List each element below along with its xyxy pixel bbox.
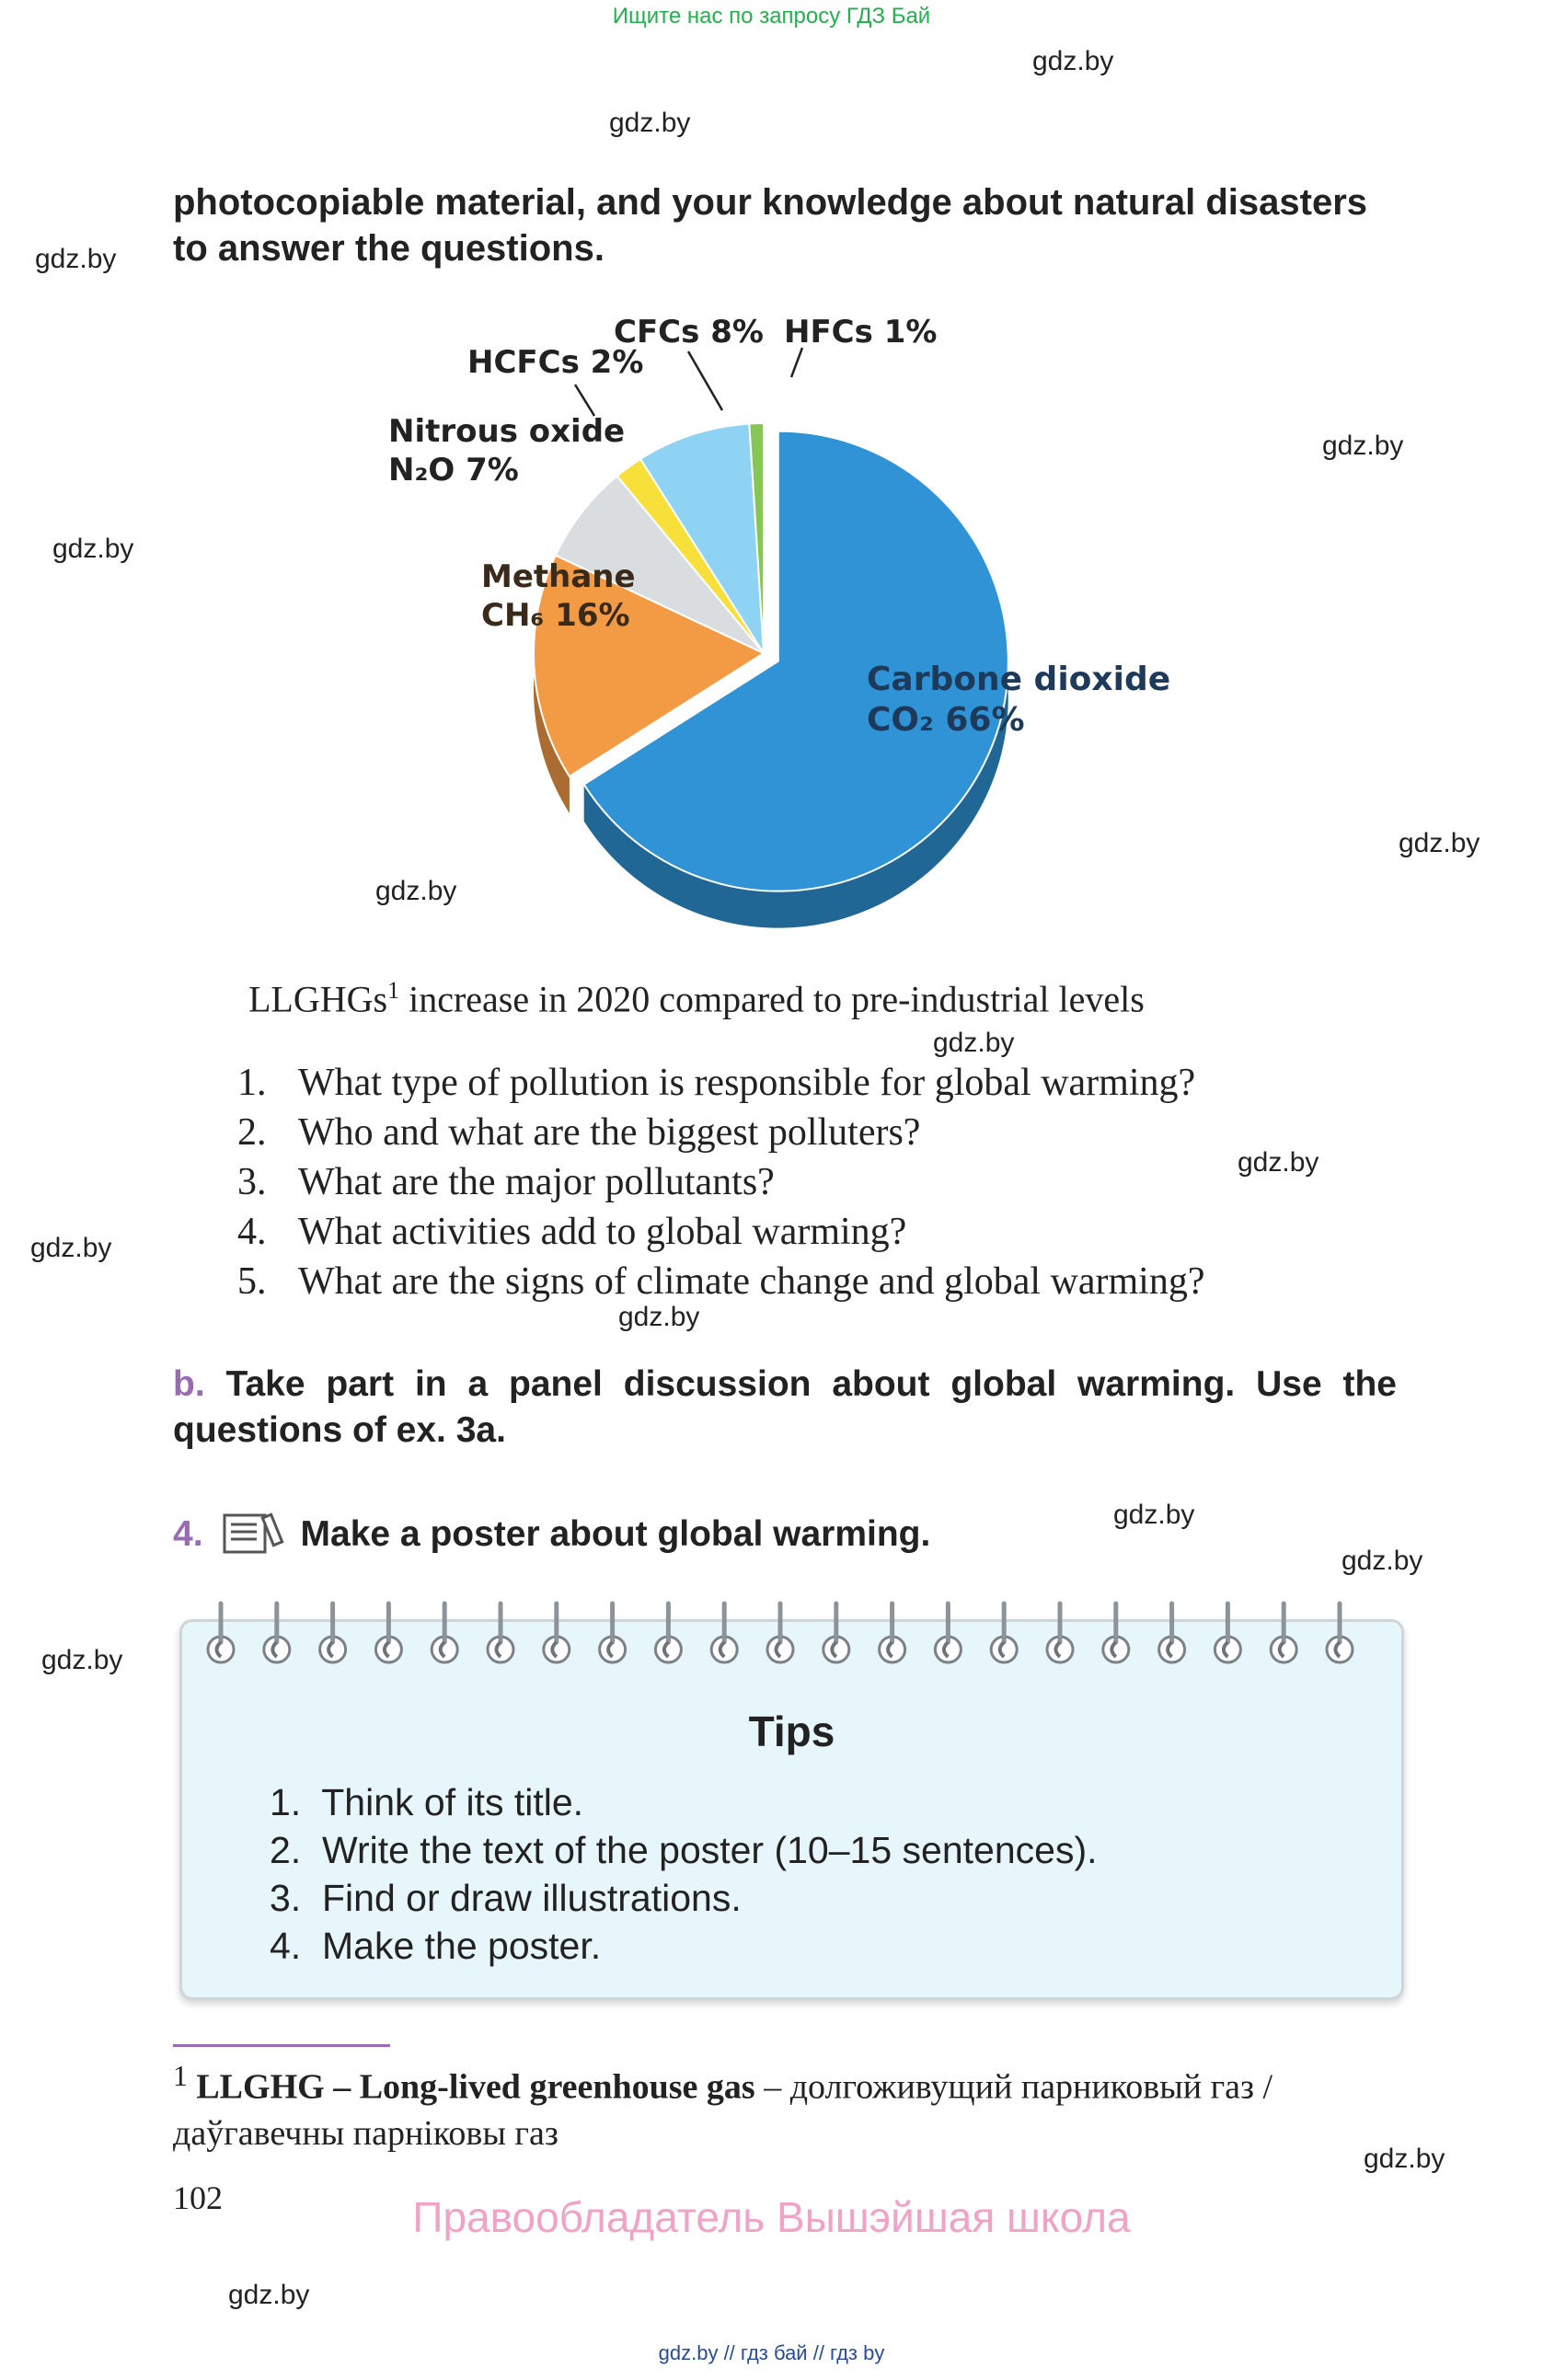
- watermark: gdz.by: [35, 244, 117, 274]
- ring-icon: [600, 1604, 626, 1662]
- footnote-rule: [173, 2044, 390, 2047]
- watermark: gdz.by: [1341, 1546, 1423, 1576]
- watermark: gdz.by: [933, 1028, 1015, 1058]
- pie-chart: [276, 304, 1251, 966]
- watermark: gdz.by: [30, 1233, 112, 1263]
- bottom-links[interactable]: gdz.by // гдз бай // гдз by: [658, 2341, 885, 2364]
- publisher-notice: Правообладатель Вышэйшая школа: [412, 2193, 1131, 2241]
- watermark: gdz.by: [1113, 1500, 1195, 1530]
- ring-icon: [432, 1604, 457, 1662]
- ring-icon: [935, 1604, 961, 1662]
- ring-icon: [823, 1604, 849, 1662]
- task-marker: b.: [173, 1364, 205, 1404]
- watermark: gdz.by: [1364, 2144, 1445, 2174]
- watermark: gdz.by: [1322, 431, 1404, 461]
- ring-icon: [1271, 1604, 1296, 1662]
- notebook-rings: [179, 1596, 1399, 1670]
- ring-icon: [991, 1604, 1017, 1662]
- leader-line: [688, 351, 722, 410]
- task-marker: 4.: [173, 1514, 203, 1554]
- ring-icon: [1215, 1604, 1240, 1662]
- writing-icon: [222, 1512, 286, 1558]
- ring-icon: [880, 1604, 905, 1662]
- task-4: 4. Make a poster about global warming.: [173, 1512, 930, 1558]
- ring-icon: [711, 1604, 737, 1662]
- question-item: 1. What type of pollution is responsible for global warming?: [237, 1062, 1196, 1104]
- ring-icon: [544, 1604, 570, 1662]
- ring-icon: [767, 1604, 793, 1662]
- slice-formula-co2: CO₂ 66%: [867, 701, 1025, 739]
- question-item: 5. What are the signs of climate change and global warming?: [237, 1260, 1205, 1303]
- footnote: $^1$ LLGHG – Long-lived greenhouse gas – долгоживущий парниковый газ / даўгавечны парніковы газ: [173, 2060, 1273, 2153]
- watermark: gdz.by: [618, 1302, 700, 1332]
- tip-item: 2. Write the text of the poster (10–15 sentences).: [270, 1829, 1098, 1871]
- intro-text: photocopiable material, and your knowledge about natural disasters to answer the questions.: [173, 182, 1368, 269]
- watermark: gdz.by: [52, 534, 134, 564]
- slice-formula-nitrous: N₂O 7%: [388, 452, 519, 489]
- tips-list: [270, 1778, 1097, 1970]
- ring-icon: [488, 1604, 513, 1662]
- leader-line: [791, 348, 802, 377]
- ring-icon: [1047, 1604, 1073, 1662]
- ring-icon: [375, 1604, 401, 1662]
- slice-label-hfcs: HFCs 1%: [784, 314, 938, 351]
- ring-icon: [264, 1604, 290, 1662]
- watermark: gdz.by: [609, 108, 691, 138]
- watermark: gdz.by: [375, 876, 457, 906]
- tip-item: 4. Make the poster.: [270, 1925, 602, 1967]
- tips-title: Tips: [748, 1707, 835, 1755]
- watermark: gdz.by: [228, 2280, 310, 2310]
- slice-label-nitrous: Nitrous oxide: [388, 413, 626, 450]
- chart-caption: LLGHGs$^1$ increase in 2020 compared to pre-industrial levels: [248, 977, 1145, 1020]
- question-item: 2. Who and what are the biggest polluters?: [237, 1111, 921, 1154]
- ring-icon: [1159, 1604, 1185, 1662]
- watermark: gdz.by: [1399, 828, 1480, 858]
- top-banner[interactable]: Ищите нас по запросу ГДЗ Бай: [612, 4, 931, 29]
- slice-formula-methane: CH₆ 16%: [481, 597, 630, 634]
- ring-icon: [655, 1604, 681, 1662]
- tip-item: 3. Find or draw illustrations.: [270, 1877, 742, 1919]
- question-list: [237, 1058, 1415, 1306]
- watermark: gdz.by: [1032, 46, 1114, 76]
- question-item: 3. What are the major pollutants?: [237, 1161, 775, 1203]
- leader-line: [575, 385, 594, 416]
- slice-label-cfcs: CFCs 8%: [614, 314, 764, 351]
- slice-label-hcfcs: HCFCs 2%: [467, 344, 644, 381]
- watermark: gdz.by: [1238, 1147, 1319, 1178]
- ring-icon: [1327, 1604, 1353, 1662]
- page-number: 102: [173, 2179, 223, 2216]
- tip-item: 1. Think of its title.: [270, 1781, 584, 1823]
- question-item: 4. What activities add to global warming?: [237, 1211, 907, 1253]
- slice-label-co2: Carbone dioxide: [867, 661, 1171, 698]
- watermark: gdz.by: [41, 1645, 123, 1675]
- tips-notebook: [179, 1619, 1404, 2000]
- ring-icon: [1103, 1604, 1129, 1662]
- ring-icon: [208, 1604, 234, 1662]
- task-b: b. Take part in a panel discussion about global warming. Use the questions of ex. 3a.: [173, 1364, 1397, 1450]
- slice-label-methane: Methane: [481, 558, 636, 595]
- ring-icon: [320, 1604, 346, 1662]
